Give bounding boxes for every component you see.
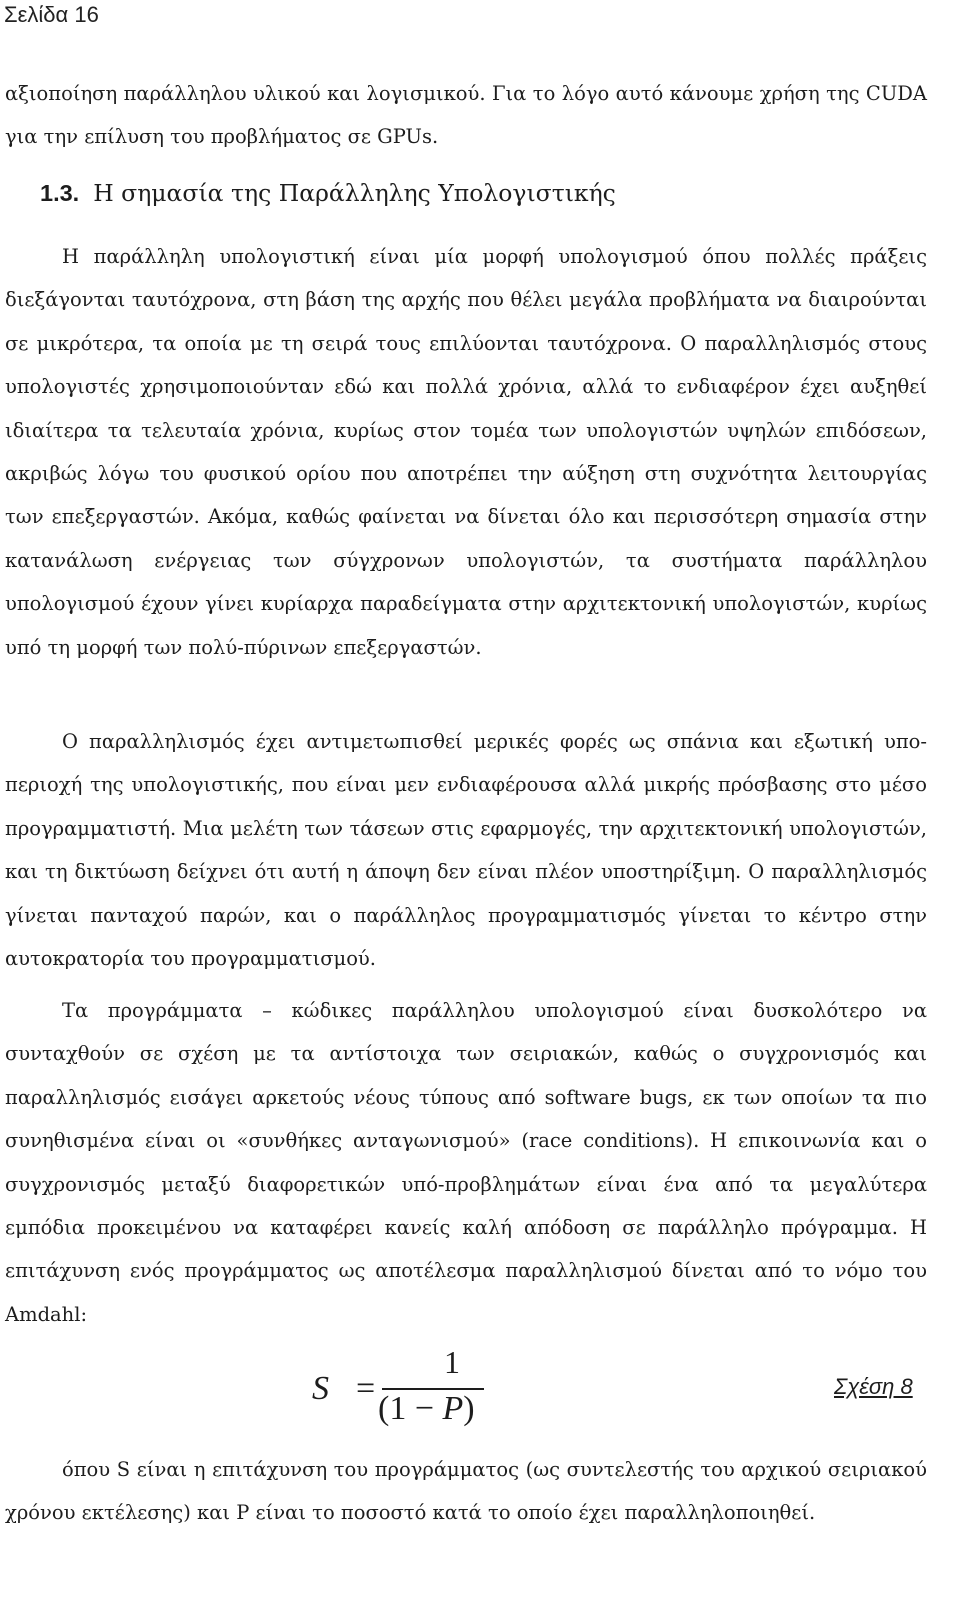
page-number: Σελίδα 16 (4, 2, 99, 27)
paragraph-3: Τα προγράμματα – κώδικες παράλληλου υπολογισμού είναι δυσκολότερο να συνταχθούν σε σχέση με τα αντίστοιχα των σειριακών, καθώς ο συγχρονισμός και παραλληλισμός εισάγει αρκετούς νέους τύπους από software bugs, εκ των οποίων τα πιο συνηθισμένα είναι οι «συνθήκες ανταγωνισμού» (race conditions). Η επικοινωνία και ο συγχρονισμός μεταξύ διαφορετικών υπό-προβλημάτων είναι ένα από τα μεγαλύτερα εμπόδια προκειμένου να καταφέρει κανείς καλή απόδοση σε παράλληλο πρόγραμμα. Η επιτάχυνση ενός προγράμματος ως αποτέλεσμα παραλληλισμού δίνεται από το νόμο του Amdahl: (5, 999, 927, 1326)
section-title: Η σημασία της Παράλληλης Υπολογιστικής (93, 179, 616, 207)
formula-equals: = (356, 1370, 376, 1407)
section-heading (40, 176, 616, 211)
equation-block (0, 1340, 960, 1440)
formula-lhs: S (312, 1370, 329, 1407)
paragraph-intro: αξιοποίηση παράλληλου υλικού και λογισμικού. Για το λόγο αυτό κάνουμε χρήση της CUDA για την επίλυση του προβλήματος σε GPUs. (5, 82, 927, 149)
equation-label-link[interactable]: Σχέση 8 (834, 1374, 913, 1399)
paragraph-2: Ο παραλληλισμός έχει αντιμετωπισθεί μερικές φορές ως σπάνια και εξωτική υπο-περιοχή της υπολογιστικής, που είναι μεν ενδιαφέρουσα αλλά μικρής πρόσβασης στο μέσο προγραμματιστή. Μια μελέτη των τάσεων στις εφαρμογές, την αρχιτεκτονική υπολογιστών, και τη δικτύωση δείχνει ότι αυτή η άποψη δεν είναι πλέον υποστηρίξιμη. Ο παραλληλισμός γίνεται πανταχού παρών, και ο παράλληλος προγραμματισμός γίνεται το κέντρο στην αυτοκρατορία του προγραμματισμού. (5, 730, 927, 971)
denominator-open: (1 − (378, 1390, 443, 1427)
paragraph-1: Η παράλληλη υπολογιστική είναι μία μορφή υπολογισμού όπου πολλές πράξεις διεξάγονται ταυτόχρονα, στη βάση της αρχής που θέλει μεγάλα προβλήματα να διαιρούνται σε μικρότερα, τα οποία με τη σειρά τους επιλύονται ταυτόχρονα. Ο παραλληλισμός στους υπολογιστές χρησιμοποιούνταν εδώ και πολλά χρόνια, αλλά το ενδιαφέρον έχει αυξηθεί ιδιαίτερα τα τελευταία χρόνια, κυρίως στον τομέα των υπολογιστών υψηλών επιδόσεων, ακριβώς λόγω του φυσικού ορίου που αποτρέπει την αύξηση στη συχνότητα λειτουργίας των επεξεργαστών. Ακόμα, καθώς φαίνεται να δίνεται όλο και περισσότερη σημασία στην κατανάλωση ενέργειας των σύγχρονων υπολογιστών, τα συστήματα παράλληλου υπολογισμού έχουν γίνει κυρίαρχα παραδείγματα στην αρχιτεκτονική υπολογιστών, κυρίως υπό τη μορφή των πολύ-πύρινων επεξεργαστών. (5, 245, 927, 659)
denominator-variable: P (442, 1390, 464, 1427)
formula-denominator (378, 1390, 475, 1428)
denominator-close: ) (463, 1390, 475, 1427)
formula-numerator: 1 (444, 1344, 460, 1380)
section-number: 1.3. (40, 180, 80, 206)
paragraph-after-equation: όπου S είναι η επιτάχυνση του προγράμματος (ως συντελεστής του αρχικού σειριακού χρόνου εκτέλεσης) και P είναι το ποσοστό κατά το οποίο έχει παραλληλοποιηθεί. (5, 1458, 927, 1525)
amdahl-formula (312, 1344, 512, 1438)
